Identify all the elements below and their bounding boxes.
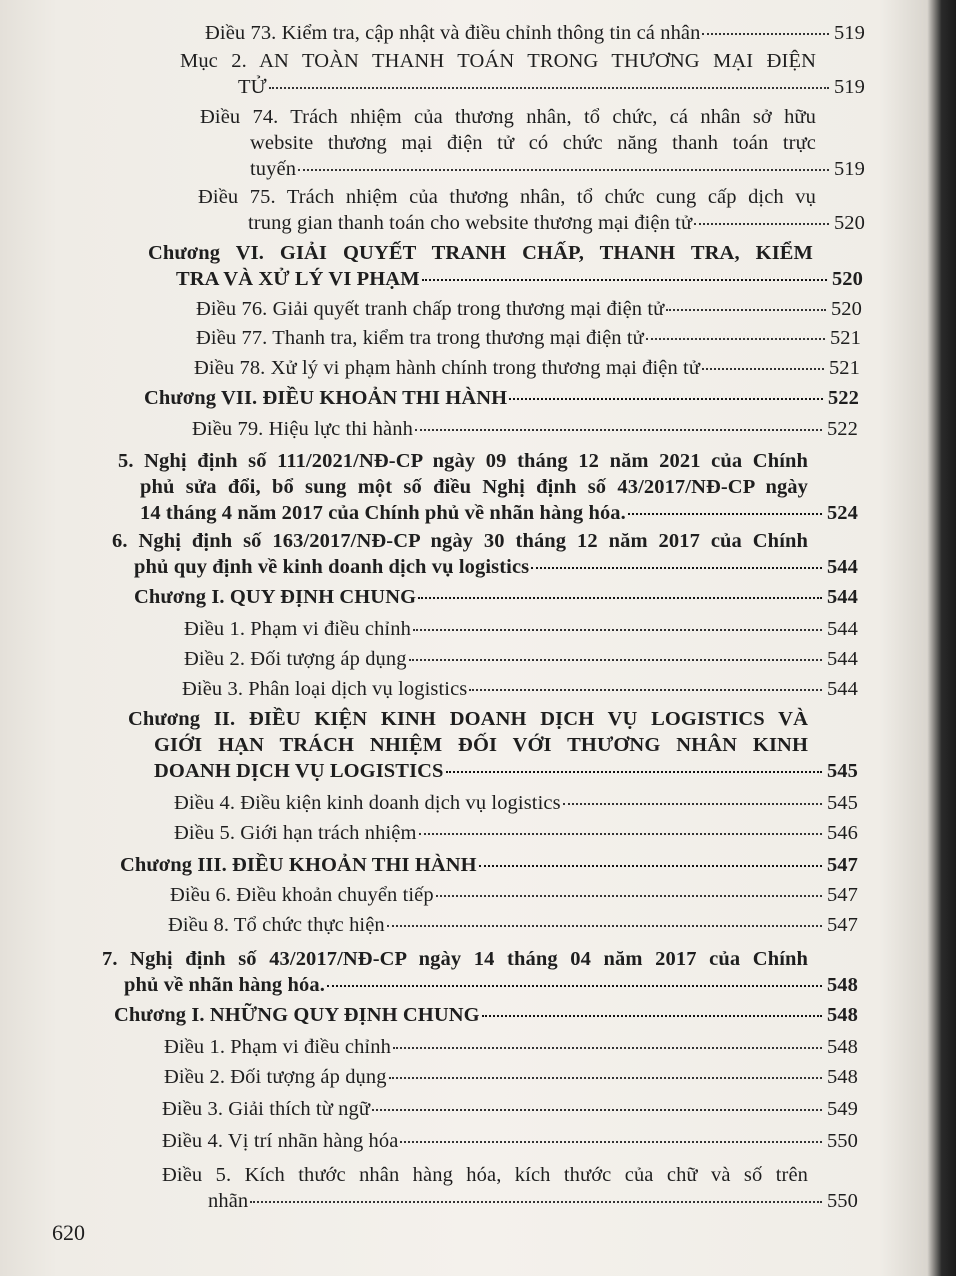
leader-dots [372, 1109, 822, 1111]
toc-entry-dieu-6 [170, 882, 858, 908]
toc-entry-chuong-vii [144, 385, 859, 411]
toc-entry-dieu-73 [205, 20, 865, 46]
leader-dots [389, 1077, 822, 1079]
leader-dots [702, 368, 824, 370]
toc-page-number: 547 [826, 914, 858, 936]
toc-entry-dieu-1 [184, 616, 858, 642]
leader-dots [479, 865, 822, 867]
toc-page-number: 548 [826, 1036, 858, 1058]
leader-dots [418, 597, 822, 599]
leader-dots [509, 398, 823, 400]
toc-page-number: 522 [827, 387, 859, 409]
toc-title: Điều 78. Xử lý vi phạm hành chính trong thương mại điện tử [194, 357, 701, 379]
toc-title-line: GIỚI HẠN TRÁCH NHIỆM ĐỐI VỚI THƯƠNG NHÂN KINH [154, 734, 808, 756]
toc-page-number: 547 [826, 854, 858, 876]
toc-entry-dieu-2 [184, 646, 858, 672]
toc-entry-dieu-1-nhan [164, 1034, 858, 1060]
toc-page-number: 544 [826, 556, 858, 578]
toc-title: phủ về nhãn hàng hóa. [124, 974, 325, 996]
toc-page-number: 521 [828, 357, 860, 379]
toc-title: Chương I. QUY ĐỊNH CHUNG [134, 586, 417, 608]
leader-dots [298, 169, 829, 171]
leader-dots [327, 985, 822, 987]
toc-page-number: 520 [830, 298, 862, 320]
toc-entry-dieu-4-nhan [162, 1128, 858, 1154]
toc-title: Điều 5. Giới hạn trách nhiệm [174, 822, 417, 844]
toc-title: Điều 2. Đối tượng áp dụng [184, 648, 407, 670]
toc-entry-nghi-dinh-111 [118, 448, 858, 526]
toc-title: Điều 4. Điều kiện kinh doanh dịch vụ logistics [174, 792, 561, 814]
toc-title-line: 6. Nghị định số 163/2017/NĐ-CP ngày 30 tháng 12 năm 2017 của Chính [112, 530, 808, 552]
leader-dots [387, 925, 822, 927]
toc-title: tuyến [250, 158, 297, 180]
leader-dots [482, 1015, 822, 1017]
toc-entry-muc-2 [180, 48, 865, 100]
leader-dots [694, 223, 829, 225]
leader-dots [409, 659, 822, 661]
toc-entry-dieu-77 [196, 325, 861, 351]
toc-entry-dieu-5-nhan [162, 1162, 858, 1214]
toc-title: trung gian thanh toán cho website thương mại điện tử [248, 212, 693, 234]
toc-page-number: 544 [826, 618, 858, 640]
toc-title: TRA VÀ XỬ LÝ VI PHẠM [176, 268, 420, 290]
toc-title: Điều 73. Kiểm tra, cập nhật và điều chỉnh thông tin cá nhân [205, 22, 701, 44]
toc-entry-dieu-4 [174, 790, 858, 816]
toc-title: Điều 2. Đối tượng áp dụng [164, 1066, 387, 1088]
toc-page-number: 519 [833, 76, 865, 98]
toc-entry-chuong-iii-logistics [120, 852, 858, 878]
leader-dots [400, 1141, 822, 1143]
leader-dots [415, 429, 822, 431]
toc-title-line: Điều 74. Trách nhiệm của thương nhân, tổ chức, cá nhân sở hữu [200, 106, 816, 128]
toc-entry-dieu-76 [196, 296, 862, 322]
leader-dots [563, 803, 822, 805]
toc-entry-chuong-ii-logistics [128, 706, 858, 784]
toc-page-number: 550 [826, 1190, 858, 1212]
leader-dots [419, 833, 823, 835]
toc-page-number: 549 [826, 1098, 858, 1120]
toc-title: nhãn [208, 1190, 249, 1212]
toc-entry-dieu-5 [174, 820, 858, 846]
toc-title: Điều 76. Giải quyết tranh chấp trong thương mại điện tử [196, 298, 665, 320]
toc-entry-nghi-dinh-43 [102, 946, 858, 998]
toc-page-number: 545 [826, 760, 858, 782]
leader-dots [413, 629, 822, 631]
toc-page-number: 544 [826, 586, 858, 608]
toc-title-line: Chương VI. GIẢI QUYẾT TRANH CHẤP, THANH TRA, KIỂM [148, 242, 813, 264]
toc-title: 14 tháng 4 năm 2017 của Chính phủ về nhãn hàng hóa. [140, 502, 626, 524]
leader-dots [702, 33, 829, 35]
toc-title-line: website thương mại điện tử có chức năng thanh toán trực [250, 132, 816, 154]
leader-dots [446, 771, 822, 773]
toc-page-number: 524 [826, 502, 858, 524]
leader-dots [531, 567, 822, 569]
toc-page-number: 547 [826, 884, 858, 906]
toc-title-line: Điều 75. Trách nhiệm của thương nhân, tổ chức cung cấp dịch vụ [198, 186, 816, 208]
toc-page-number: 550 [826, 1130, 858, 1152]
toc-title: Điều 1. Phạm vi điều chỉnh [184, 618, 411, 640]
toc-title: Điều 3. Giải thích từ ngữ [162, 1098, 371, 1120]
leader-dots [628, 513, 822, 515]
page-number: 620 [52, 1220, 85, 1245]
toc-entry-dieu-8 [168, 912, 858, 938]
leader-dots [436, 895, 822, 897]
leader-dots [469, 689, 822, 691]
toc-title: Điều 8. Tổ chức thực hiện [168, 914, 385, 936]
toc-title: Chương III. ĐIỀU KHOẢN THI HÀNH [120, 854, 477, 876]
toc-entry-dieu-75 [198, 184, 865, 236]
toc-entry-dieu-78 [194, 355, 860, 381]
toc-title-line: 5. Nghị định số 111/2021/NĐ-CP ngày 09 tháng 12 năm 2021 của Chính [118, 450, 808, 472]
toc-title-line: 7. Nghị định số 43/2017/NĐ-CP ngày 14 tháng 04 năm 2017 của Chính [102, 948, 808, 970]
toc-title-line: Chương II. ĐIỀU KIỆN KINH DOANH DỊCH VỤ LOGISTICS VÀ [128, 708, 808, 730]
toc-title: Điều 1. Phạm vi điều chỉnh [164, 1036, 391, 1058]
toc-title-line: Điều 5. Kích thước nhân hàng hóa, kích thước của chữ và số trên [162, 1164, 808, 1186]
toc-title: Điều 79. Hiệu lực thi hành [192, 418, 413, 440]
toc-title: Điều 4. Vị trí nhãn hàng hóa [162, 1130, 399, 1152]
toc-page-number: 520 [833, 212, 865, 234]
toc-title: Chương VII. ĐIỀU KHOẢN THI HÀNH [144, 387, 508, 409]
toc-page-number: 548 [826, 974, 858, 996]
toc-entry-dieu-79 [192, 416, 858, 442]
leader-dots [422, 279, 827, 281]
toc-entry-chuong-i-logistics [134, 584, 858, 610]
toc-entry-chuong-i-nhan [114, 1002, 858, 1028]
toc-page-number: 522 [826, 418, 858, 440]
toc-title: Chương I. NHỮNG QUY ĐỊNH CHUNG [114, 1004, 480, 1026]
toc-page-number: 545 [826, 792, 858, 814]
toc-title-line: phủ sửa đổi, bổ sung một số điều Nghị định số 43/2017/NĐ-CP ngày [140, 476, 808, 498]
toc-page-number: 546 [826, 822, 858, 844]
toc-page-number: 548 [826, 1066, 858, 1088]
toc-title: DOANH DỊCH VỤ LOGISTICS [154, 760, 444, 782]
toc-entry-dieu-74 [200, 104, 865, 182]
toc-entry-chuong-vi [148, 240, 863, 292]
toc-title: Điều 77. Thanh tra, kiểm tra trong thương mại điện tử [196, 327, 644, 349]
toc-entry-dieu-3-nhan [162, 1096, 858, 1122]
toc-title-line: Mục 2. AN TOÀN THANH TOÁN TRONG THƯƠNG MẠI ĐIỆN [180, 50, 816, 72]
leader-dots [646, 338, 825, 340]
leader-dots [393, 1047, 822, 1049]
toc-title: phủ quy định về kinh doanh dịch vụ logistics [134, 556, 530, 578]
toc-entry-dieu-2-nhan [164, 1064, 858, 1090]
leader-dots [666, 309, 826, 311]
leader-dots [269, 87, 829, 89]
toc-page-number: 544 [826, 678, 858, 700]
toc-title: Điều 3. Phân loại dịch vụ logistics [182, 678, 468, 700]
toc-entry-dieu-3 [182, 676, 858, 702]
toc-page-number: 519 [833, 158, 865, 180]
toc-page-number: 520 [831, 268, 863, 290]
toc-entry-nghi-dinh-163 [112, 528, 858, 580]
toc-title: TỬ [238, 76, 267, 98]
toc-title: Điều 6. Điều khoản chuyển tiếp [170, 884, 434, 906]
toc-page-number: 548 [826, 1004, 858, 1026]
toc-page-number: 544 [826, 648, 858, 670]
leader-dots [250, 1201, 822, 1203]
toc-page-number: 519 [833, 22, 865, 44]
toc-page-number: 521 [829, 327, 861, 349]
